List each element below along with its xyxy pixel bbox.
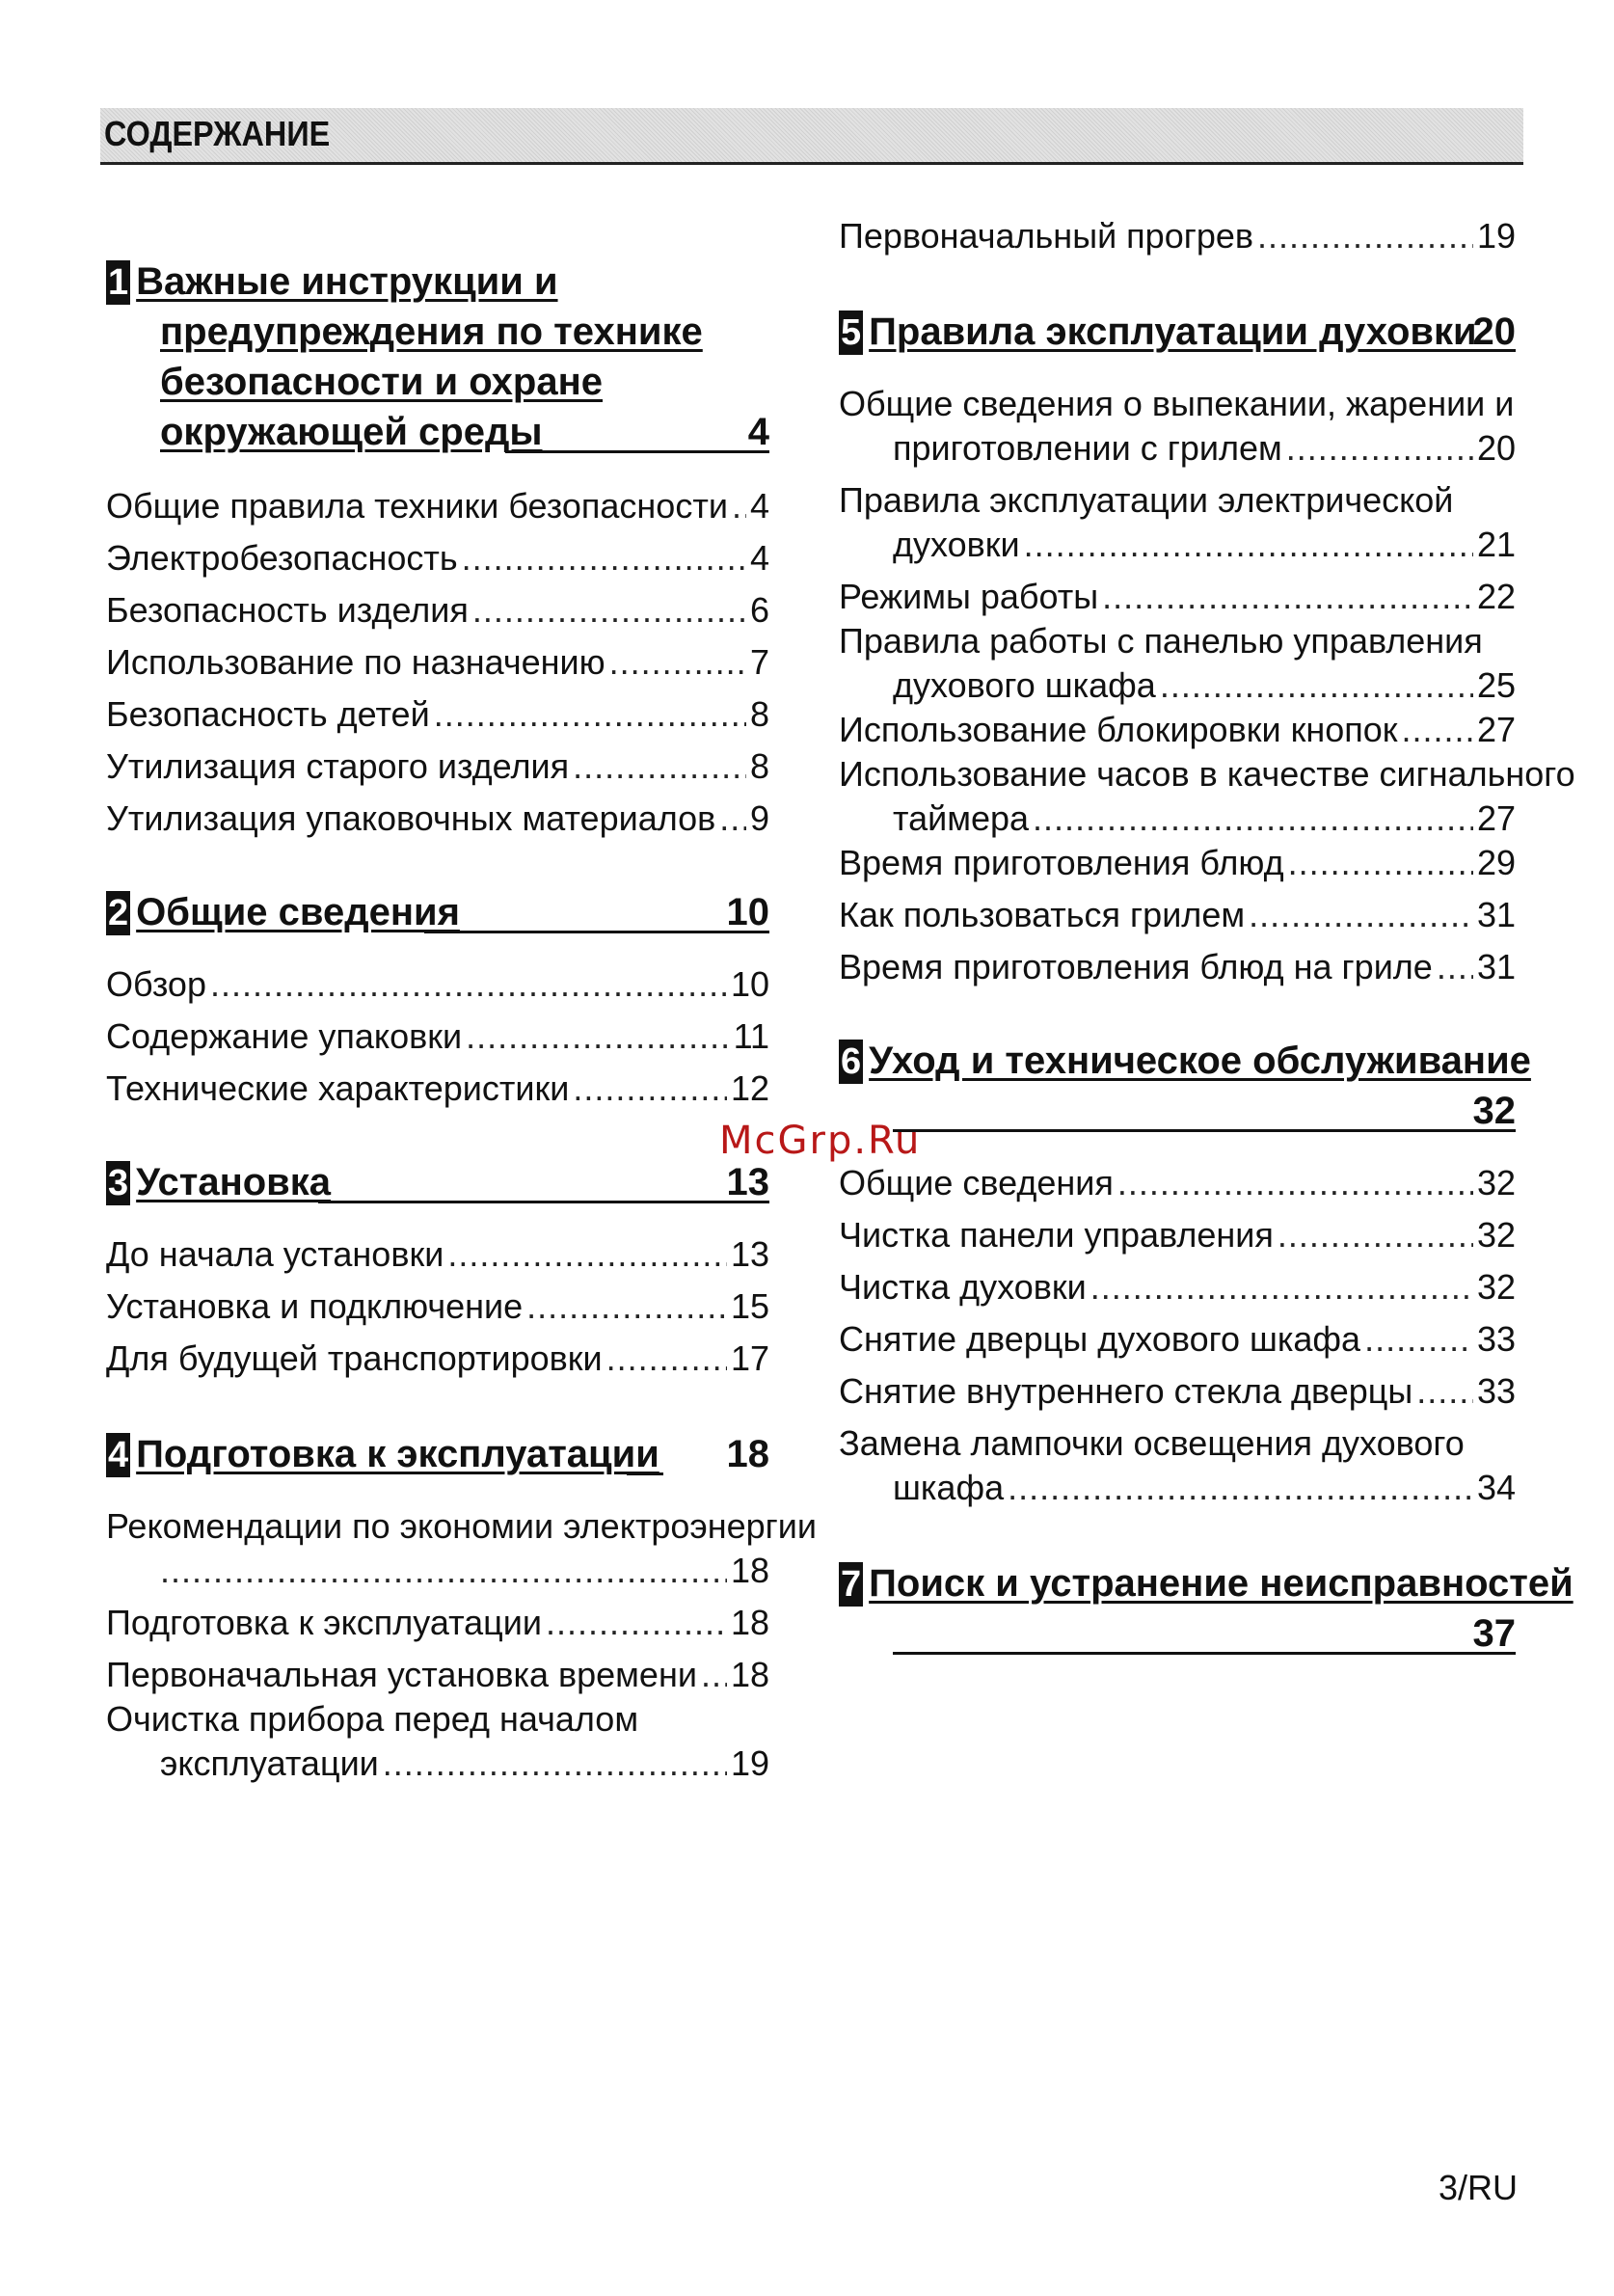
toc-entry-title-cont: эксплуатации — [160, 1743, 379, 1783]
toc-entry-page: 20 — [1476, 428, 1516, 468]
toc-entry-page: 21 — [1476, 525, 1516, 564]
toc-leader — [701, 1653, 727, 1697]
toc-entry-title: Установка и подключение — [106, 1286, 524, 1326]
toc-leader — [1024, 523, 1473, 567]
toc-leader — [1090, 1265, 1473, 1310]
toc-entry-title-cont: приготовлении с грилем — [893, 428, 1282, 468]
toc-entry-title: Общие сведения — [839, 1163, 1114, 1202]
watermark: McGrp.Ru — [719, 1119, 922, 1163]
toc-entry[interactable] — [106, 1014, 769, 1059]
toc-entry-page: 17 — [730, 1338, 769, 1378]
section-6-heading[interactable] — [839, 1036, 1531, 1136]
section-6-number: 6 — [841, 1041, 862, 1082]
toc-entry-page: 18 — [730, 1551, 769, 1590]
toc-entry-page: 19 — [730, 1743, 769, 1783]
section-7-rule — [893, 1652, 1516, 1655]
toc-entry-title: Для будущей транспортировки — [106, 1338, 603, 1378]
toc-entry[interactable] — [106, 692, 769, 737]
toc-entry-page: 32 — [1476, 1215, 1516, 1255]
toc-entry[interactable] — [839, 1161, 1516, 1205]
toc-entry[interactable] — [106, 640, 769, 685]
toc-leader — [719, 797, 746, 841]
toc-leader — [447, 1232, 727, 1277]
toc-entry-title-cont: шкафа — [893, 1468, 1005, 1507]
toc-leader — [606, 1337, 727, 1381]
toc-entry[interactable] — [839, 841, 1516, 885]
section-4-title: Подготовка к эксплуатации — [136, 1433, 659, 1475]
header-title: СОДЕРЖАНИЕ — [104, 114, 331, 153]
toc-entry-title-cont: духовки — [893, 525, 1020, 564]
section-4-page: 18 — [726, 1433, 769, 1475]
section-1-title-line1: Важные инструкции и — [136, 260, 558, 303]
toc-leader — [472, 588, 746, 633]
section-4-number: 4 — [108, 1435, 129, 1475]
toc-entry[interactable] — [839, 945, 1516, 989]
section-5-heading[interactable] — [839, 307, 1516, 357]
toc-leader — [732, 484, 746, 528]
toc-entry[interactable] — [839, 708, 1516, 752]
toc-entry-title: Чистка духовки — [839, 1267, 1087, 1307]
section-5-page: 20 — [1472, 311, 1516, 353]
toc-entry-page: 4 — [749, 486, 769, 526]
toc-entry-title-cont: духового шкафа — [893, 665, 1156, 705]
toc-entry-title: Время приготовления блюд — [839, 843, 1284, 882]
toc-entry-page: 15 — [730, 1286, 769, 1326]
toc-leader — [1437, 945, 1473, 989]
toc-leader — [1278, 1213, 1473, 1257]
toc-entry[interactable] — [106, 962, 769, 1007]
header-bar — [100, 108, 1523, 165]
section-7-number: 7 — [841, 1564, 862, 1605]
toc-entry-title: До начала установки — [106, 1234, 444, 1274]
section-6-rule — [893, 1129, 1516, 1132]
section-1-title-line2: предупреждения по технике — [160, 311, 703, 353]
toc-leader — [1257, 214, 1473, 258]
toc-entry-page: 6 — [749, 590, 769, 630]
toc-leader — [1249, 893, 1473, 937]
toc-leader — [1401, 708, 1472, 752]
toc-entry-title: Технические характеристики — [106, 1068, 570, 1108]
toc-entry[interactable] — [839, 1369, 1516, 1414]
section-1-page: 4 — [747, 411, 769, 453]
toc-entry-title: Подготовка к эксплуатации — [106, 1603, 543, 1642]
toc-entry[interactable] — [839, 1213, 1516, 1257]
toc-entry-title: Правила работы с панелью управления — [839, 621, 1483, 661]
section-1-title-line4: окружающей среды — [160, 411, 543, 453]
toc-entry-title: Общие правила техники безопасности — [106, 486, 728, 526]
toc-entry-title: Содержание упаковки — [106, 1016, 463, 1056]
toc-entry-page: 11 — [733, 1016, 769, 1056]
section-1-title-line3: безопасности и охране — [160, 361, 604, 403]
toc-entry[interactable] — [839, 752, 1575, 841]
toc-entry[interactable] — [106, 1697, 769, 1786]
toc-entry-page: 32 — [1476, 1163, 1516, 1202]
toc-entry-page: 31 — [1476, 947, 1516, 986]
section-1-number: 1 — [108, 262, 129, 303]
toc-leader — [546, 1601, 727, 1645]
toc-entry-title: Режимы работы — [839, 577, 1099, 616]
page-number: 3/RU — [1438, 2168, 1518, 2207]
toc-entry[interactable] — [839, 575, 1516, 619]
toc-entry[interactable] — [839, 893, 1516, 937]
toc-entry-title: Как пользоваться грилем — [839, 895, 1246, 934]
toc-entry[interactable] — [106, 1653, 769, 1697]
toc-entry-page: 10 — [730, 964, 769, 1004]
toc-entry-title: Чистка панели управления — [839, 1215, 1274, 1255]
toc-entry-page: 32 — [1476, 1267, 1516, 1307]
toc-entry-page: 18 — [730, 1603, 769, 1642]
toc-entry-page: 34 — [1476, 1468, 1516, 1507]
toc-leader — [1288, 841, 1473, 885]
toc-leader — [1033, 797, 1473, 841]
toc-leader — [1416, 1369, 1473, 1414]
section-5-number: 5 — [841, 312, 862, 353]
toc-leader — [160, 1549, 727, 1593]
section-3-title: Установка — [136, 1161, 332, 1203]
toc-entry-title: Очистка прибора перед началом — [106, 1699, 639, 1739]
toc-entry-title: Первоначальный прогрев — [839, 216, 1254, 256]
section-2-heading[interactable] — [106, 887, 769, 937]
section-7-page: 37 — [1472, 1612, 1516, 1655]
section-3-heading[interactable] — [106, 1157, 769, 1207]
toc-entry-title: Время приготовления блюд на гриле — [839, 947, 1433, 986]
toc-leader — [462, 536, 746, 581]
toc-entry-page: 19 — [1476, 216, 1516, 256]
toc-entry[interactable] — [106, 1601, 769, 1645]
toc-entry-page: 18 — [730, 1655, 769, 1694]
toc-entry-page: 13 — [730, 1234, 769, 1274]
toc-entry-title: Первоначальная установка времени — [106, 1655, 697, 1694]
toc-leader — [1286, 426, 1473, 471]
toc-entry-page: 4 — [749, 538, 769, 578]
toc-entry[interactable] — [106, 744, 769, 789]
toc-entry-page: 12 — [730, 1068, 769, 1108]
section-2-page: 10 — [726, 891, 769, 933]
toc-entry-title: Правила эксплуатации электрической — [839, 480, 1454, 520]
section-7-title: Поиск и устранение неисправностей — [869, 1562, 1574, 1605]
toc-entry-page: 31 — [1476, 895, 1516, 934]
section-5-title: Правила эксплуатации духовки — [869, 311, 1477, 353]
toc-entry[interactable] — [839, 1421, 1516, 1510]
toc-entry[interactable] — [106, 484, 769, 528]
section-6-page: 32 — [1472, 1090, 1516, 1132]
toc-entry[interactable] — [106, 1232, 769, 1277]
section-3-number: 3 — [108, 1163, 129, 1203]
toc-entry[interactable] — [106, 536, 769, 581]
toc-entry[interactable] — [839, 382, 1516, 471]
section-2-rule — [424, 931, 769, 933]
toc-leader — [383, 1742, 727, 1786]
toc-leader — [526, 1284, 727, 1329]
toc-entry[interactable] — [839, 1265, 1516, 1310]
toc-entry-page: 7 — [749, 642, 769, 682]
toc-entry-title-cont: таймера — [893, 798, 1030, 838]
toc-entry-title: Обзор — [106, 964, 206, 1004]
toc-entry-page: 29 — [1476, 843, 1516, 882]
section-2-number: 2 — [108, 893, 129, 933]
toc-entry[interactable] — [106, 1284, 769, 1329]
toc-entry-page: 22 — [1476, 577, 1516, 616]
toc-entry[interactable] — [106, 1337, 769, 1381]
toc-entry[interactable] — [106, 588, 769, 633]
toc-entry-title: Рекомендации по экономии электроэнергии — [106, 1506, 818, 1546]
toc-entry-title: Электробезопасность — [106, 538, 458, 578]
toc-leader — [1160, 663, 1473, 708]
section-1-heading[interactable] — [106, 257, 769, 457]
toc-entry-title: Использование часов в качестве сигнального — [839, 754, 1575, 794]
toc-entry-title: Утилизация старого изделия — [106, 746, 570, 786]
toc-leader — [210, 962, 727, 1007]
toc-leader — [1008, 1466, 1473, 1510]
toc-entry[interactable] — [839, 214, 1516, 258]
toc-leader — [573, 744, 746, 789]
toc-entry[interactable] — [839, 619, 1516, 708]
section-1-rule — [505, 450, 769, 453]
toc-entry-page: 27 — [1476, 798, 1516, 838]
toc-entry[interactable] — [839, 478, 1516, 567]
toc-entry-page: 33 — [1476, 1319, 1516, 1359]
toc-entry-title: Использование по назначению — [106, 642, 605, 682]
toc-entry-page: 27 — [1476, 710, 1516, 749]
toc-entry-page: 25 — [1476, 665, 1516, 705]
toc-entry[interactable] — [106, 1067, 769, 1111]
toc-leader — [609, 640, 746, 685]
section-3-page: 13 — [726, 1161, 769, 1203]
toc-leader — [1117, 1161, 1473, 1205]
toc-entry-title: Общие сведения о выпекании, жарении и — [839, 384, 1515, 423]
toc-entry-title: Утилизация упаковочных материалов — [106, 798, 716, 838]
toc-leader — [466, 1014, 730, 1059]
toc-entry-title: Безопасность изделия — [106, 590, 469, 630]
toc-entry-title: Снятие внутреннего стекла дверцы — [839, 1371, 1413, 1411]
section-6-title: Уход и техническое обслуживание — [869, 1040, 1531, 1082]
section-3-rule — [318, 1201, 769, 1203]
toc-entry[interactable] — [839, 1317, 1516, 1362]
toc-leader — [434, 692, 746, 737]
toc-leader — [1364, 1317, 1473, 1362]
toc-entry-title: Замена лампочки освещения духового — [839, 1423, 1465, 1463]
toc-entry-page: 8 — [749, 746, 769, 786]
section-4-heading[interactable] — [106, 1429, 769, 1479]
section-2-title: Общие сведения — [136, 891, 460, 933]
toc-entry-page: 8 — [749, 694, 769, 734]
section-4-rule — [627, 1472, 663, 1475]
toc-leader — [1102, 575, 1473, 619]
toc-entry-page: 9 — [749, 798, 769, 838]
toc-entry[interactable] — [106, 797, 769, 841]
toc-entry-title: Снятие дверцы духового шкафа — [839, 1319, 1361, 1359]
toc-entry-title: Использование блокировки кнопок — [839, 710, 1398, 749]
toc-leader — [573, 1067, 727, 1111]
toc-entry-page: 33 — [1476, 1371, 1516, 1411]
section-7-heading[interactable] — [839, 1558, 1574, 1659]
toc-entry-title: Безопасность детей — [106, 694, 430, 734]
toc-entry[interactable] — [106, 1504, 818, 1593]
